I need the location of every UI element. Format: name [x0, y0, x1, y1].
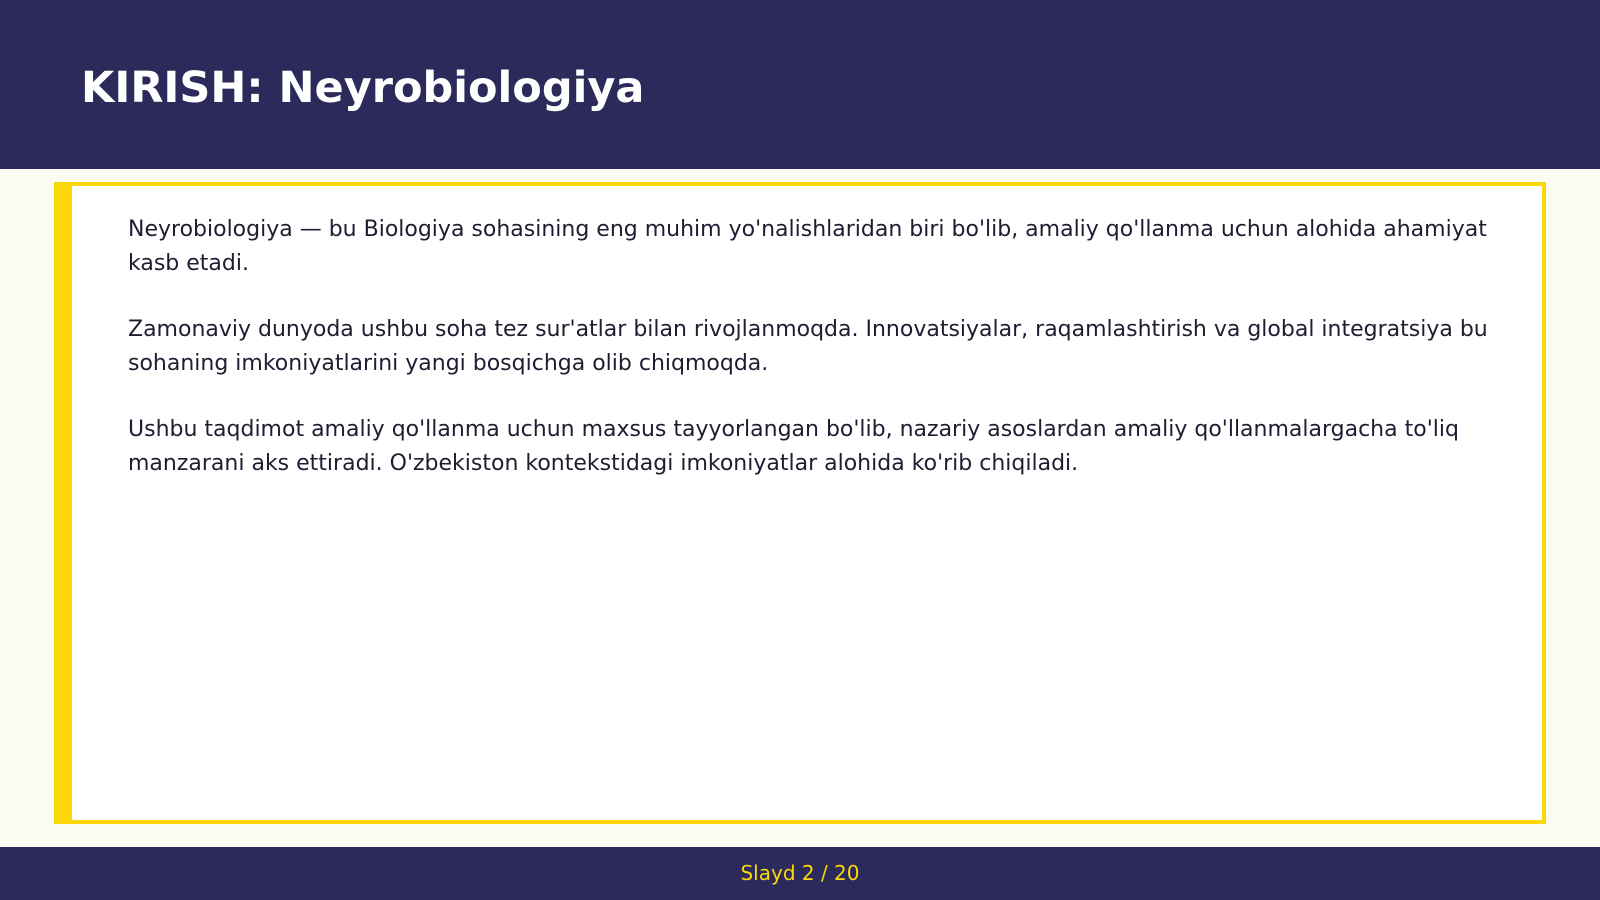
- paragraph-modern-world: Zamonaviy dunyoda ushbu soha tez sur'atlar bilan rivojlanmoqda. Innovatsiyalar, raqamlashtirish va global integratsiya bu sohaning imkoniyatlarini yangi bosqichga olib chiqmoqda.: [128, 317, 1488, 376]
- slide-header: [0, 0, 1600, 169]
- slide-title: KIRISH: Neyrobiologiya: [81, 63, 645, 113]
- paragraph-presentation-purpose: Ushbu taqdimot amaliy qo'llanma uchun maxsus tayyorlangan bo'lib, nazariy asoslardan amaliy qo'llanmalargacha to'liq manzarani aks ettiradi. O'zbekiston kontekstidagi imkoniyatlar alohida ko'rib chiqiladi.: [128, 417, 1459, 476]
- slide-footer: [0, 847, 1600, 900]
- content-card: [54, 182, 1546, 824]
- slide-number: Slayd 2 / 20: [740, 861, 860, 885]
- paragraph-intro: Neyrobiologiya — bu Biologiya sohasining eng muhim yo'nalishlaridan biri bo'lib, amaliy qo'llanma uchun alohida ahamiyat kasb etadi.: [128, 217, 1487, 276]
- body-text: [128, 213, 1504, 513]
